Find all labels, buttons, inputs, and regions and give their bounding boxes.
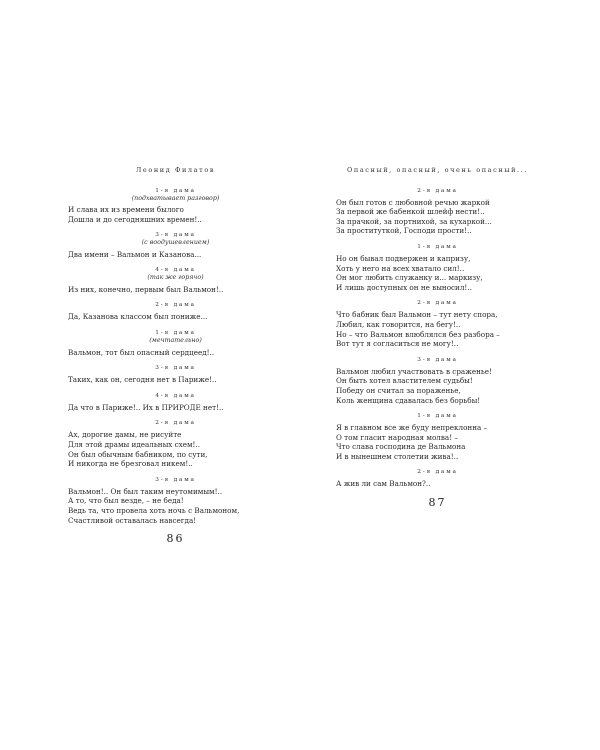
verse-stanza <box>68 403 283 413</box>
speaker-label: 2-я дама <box>417 187 458 194</box>
verse-line: За проституткой, Господи прости!.. <box>336 226 472 236</box>
verse-stanza <box>68 312 283 322</box>
page-number: 87 <box>428 496 447 510</box>
verse-line: И лишь доступных он не выносил!.. <box>336 282 472 292</box>
verse-line: Хоть у него на всех хватало сил!.. <box>336 263 465 273</box>
verse-line: За первой же бабенкой шлейф нести!.. <box>336 207 485 217</box>
speaker-label: 2-я дама <box>417 469 458 476</box>
speaker-label: 4-я дама <box>155 392 196 399</box>
verse-line: Коль женщина сдавалась без борьбы! <box>336 395 481 405</box>
speaker-label: 2-я дама <box>155 302 196 309</box>
speaker-label: 1-я дама <box>417 413 458 420</box>
speaker-label: 1-я дама <box>155 330 196 337</box>
verse-line: Из них, конечно, первым был Вальмон!.. <box>68 284 224 294</box>
verse-stanza <box>330 198 545 236</box>
verse-line: Вот тут я согласиться не могу!.. <box>336 339 459 349</box>
stage-direction: (так же горячо) <box>147 274 204 282</box>
verse-line: Победу он считал за пораженье, <box>336 385 461 395</box>
verse-line: Два имени – Вальмон и Казанова... <box>68 249 202 259</box>
verse-line: Вальмон, тот был опасный сердцеед!.. <box>68 347 215 357</box>
verse-line: Он мог любить служанку и... маркизу, <box>336 273 483 283</box>
verse-line: И никогда не брезговал никем!.. <box>68 459 193 469</box>
verse-line: А то, что был везде, – не беда! <box>68 496 184 506</box>
verse-line: О том гласит народная молва! – <box>336 432 458 442</box>
verse-line: Он быть хотел властителем судьбы! <box>336 376 473 386</box>
speaker-label: 2-я дама <box>417 300 458 307</box>
speaker-label: 3-я дама <box>417 356 458 363</box>
verse-line: Что бабник был Вальмон – тут нету спора, <box>336 310 498 320</box>
speaker-label: 4-я дама <box>155 267 196 274</box>
verse-line: Любил, как говорится, на бегу!.. <box>336 319 461 329</box>
verse-stanza <box>330 423 545 461</box>
speaker-label: 1-я дама <box>155 187 196 194</box>
verse-line: Вальмон любил участвовать в сраженье! <box>336 366 492 376</box>
verse-line: Да, Казанова классом был пониже... <box>68 312 208 322</box>
verse-line: Я в главном все же буду непреклонна – <box>336 423 488 433</box>
verse-stanza <box>330 254 545 292</box>
verse-line: И слава их из времени былого <box>68 205 184 215</box>
verse-stanza <box>68 205 283 224</box>
verse-line: Что слава господина де Вальмона <box>336 442 466 452</box>
stage-direction: (мечтательно) <box>149 337 202 345</box>
running-header: Опасный, опасный, очень опасный... <box>346 166 529 174</box>
verse-stanza <box>68 285 283 295</box>
verse-line: Но он бывал подвержен и капризу, <box>336 253 471 263</box>
verse-line: Он был готов с любовной речью жаркой <box>336 197 490 207</box>
verse-line: Ведь та, что провела хоть ночь с Вальмоном, <box>68 505 240 515</box>
verse-line: Дошла и до сегодняшних времен!.. <box>68 214 202 224</box>
verse-line: За прачкой, за портнихой, за кухаркой... <box>336 216 492 226</box>
speech-blocks <box>68 187 283 526</box>
left-page <box>68 166 283 544</box>
verse-line: Таких, как он, сегодня нет в Париже!.. <box>68 375 217 385</box>
verse-stanza <box>330 367 545 405</box>
speaker-label: 3-я дама <box>155 365 196 372</box>
verse-stanza <box>330 479 545 489</box>
verse-line: А жив ли сам Вальмон?.. <box>336 479 431 489</box>
speech-blocks <box>330 187 545 489</box>
speaker-label: 3-я дама <box>155 476 196 483</box>
verse-stanza <box>68 348 283 358</box>
page-number: 86 <box>166 532 185 546</box>
verse-stanza <box>68 430 283 468</box>
speaker-label: 3-я дама <box>155 232 196 239</box>
verse-line: Да что в Париже!.. Их в ПРИРОДЕ нет!.. <box>68 402 224 412</box>
verse-line: Счастливой оставалась навсегда! <box>68 515 197 525</box>
verse-stanza <box>68 375 283 385</box>
verse-line: Но – что Вальмон влюблялся без разбора – <box>336 329 500 339</box>
speaker-label: 2-я дама <box>155 420 196 427</box>
verse-stanza <box>68 250 283 260</box>
verse-line: Вальмон!.. Он был таким неутомимым!.. <box>68 486 223 496</box>
stage-direction: (с воодушевлением) <box>141 239 210 247</box>
stage-direction: (подхватывает разговор) <box>131 194 220 202</box>
verse-stanza <box>330 310 545 348</box>
verse-line: Он был обычным бабником, по сути, <box>68 449 208 459</box>
verse-line: Для этой драмы идеальных схем!.. <box>68 439 201 449</box>
running-header: Леонид Филатов <box>135 166 216 174</box>
verse-stanza <box>68 487 283 525</box>
verse-line: Ах, дорогие дамы, не рисуйте <box>68 430 182 440</box>
speaker-label: 1-я дама <box>417 243 458 250</box>
right-page <box>330 166 545 508</box>
verse-line: И в нынешнем столетии жива!.. <box>336 451 459 461</box>
